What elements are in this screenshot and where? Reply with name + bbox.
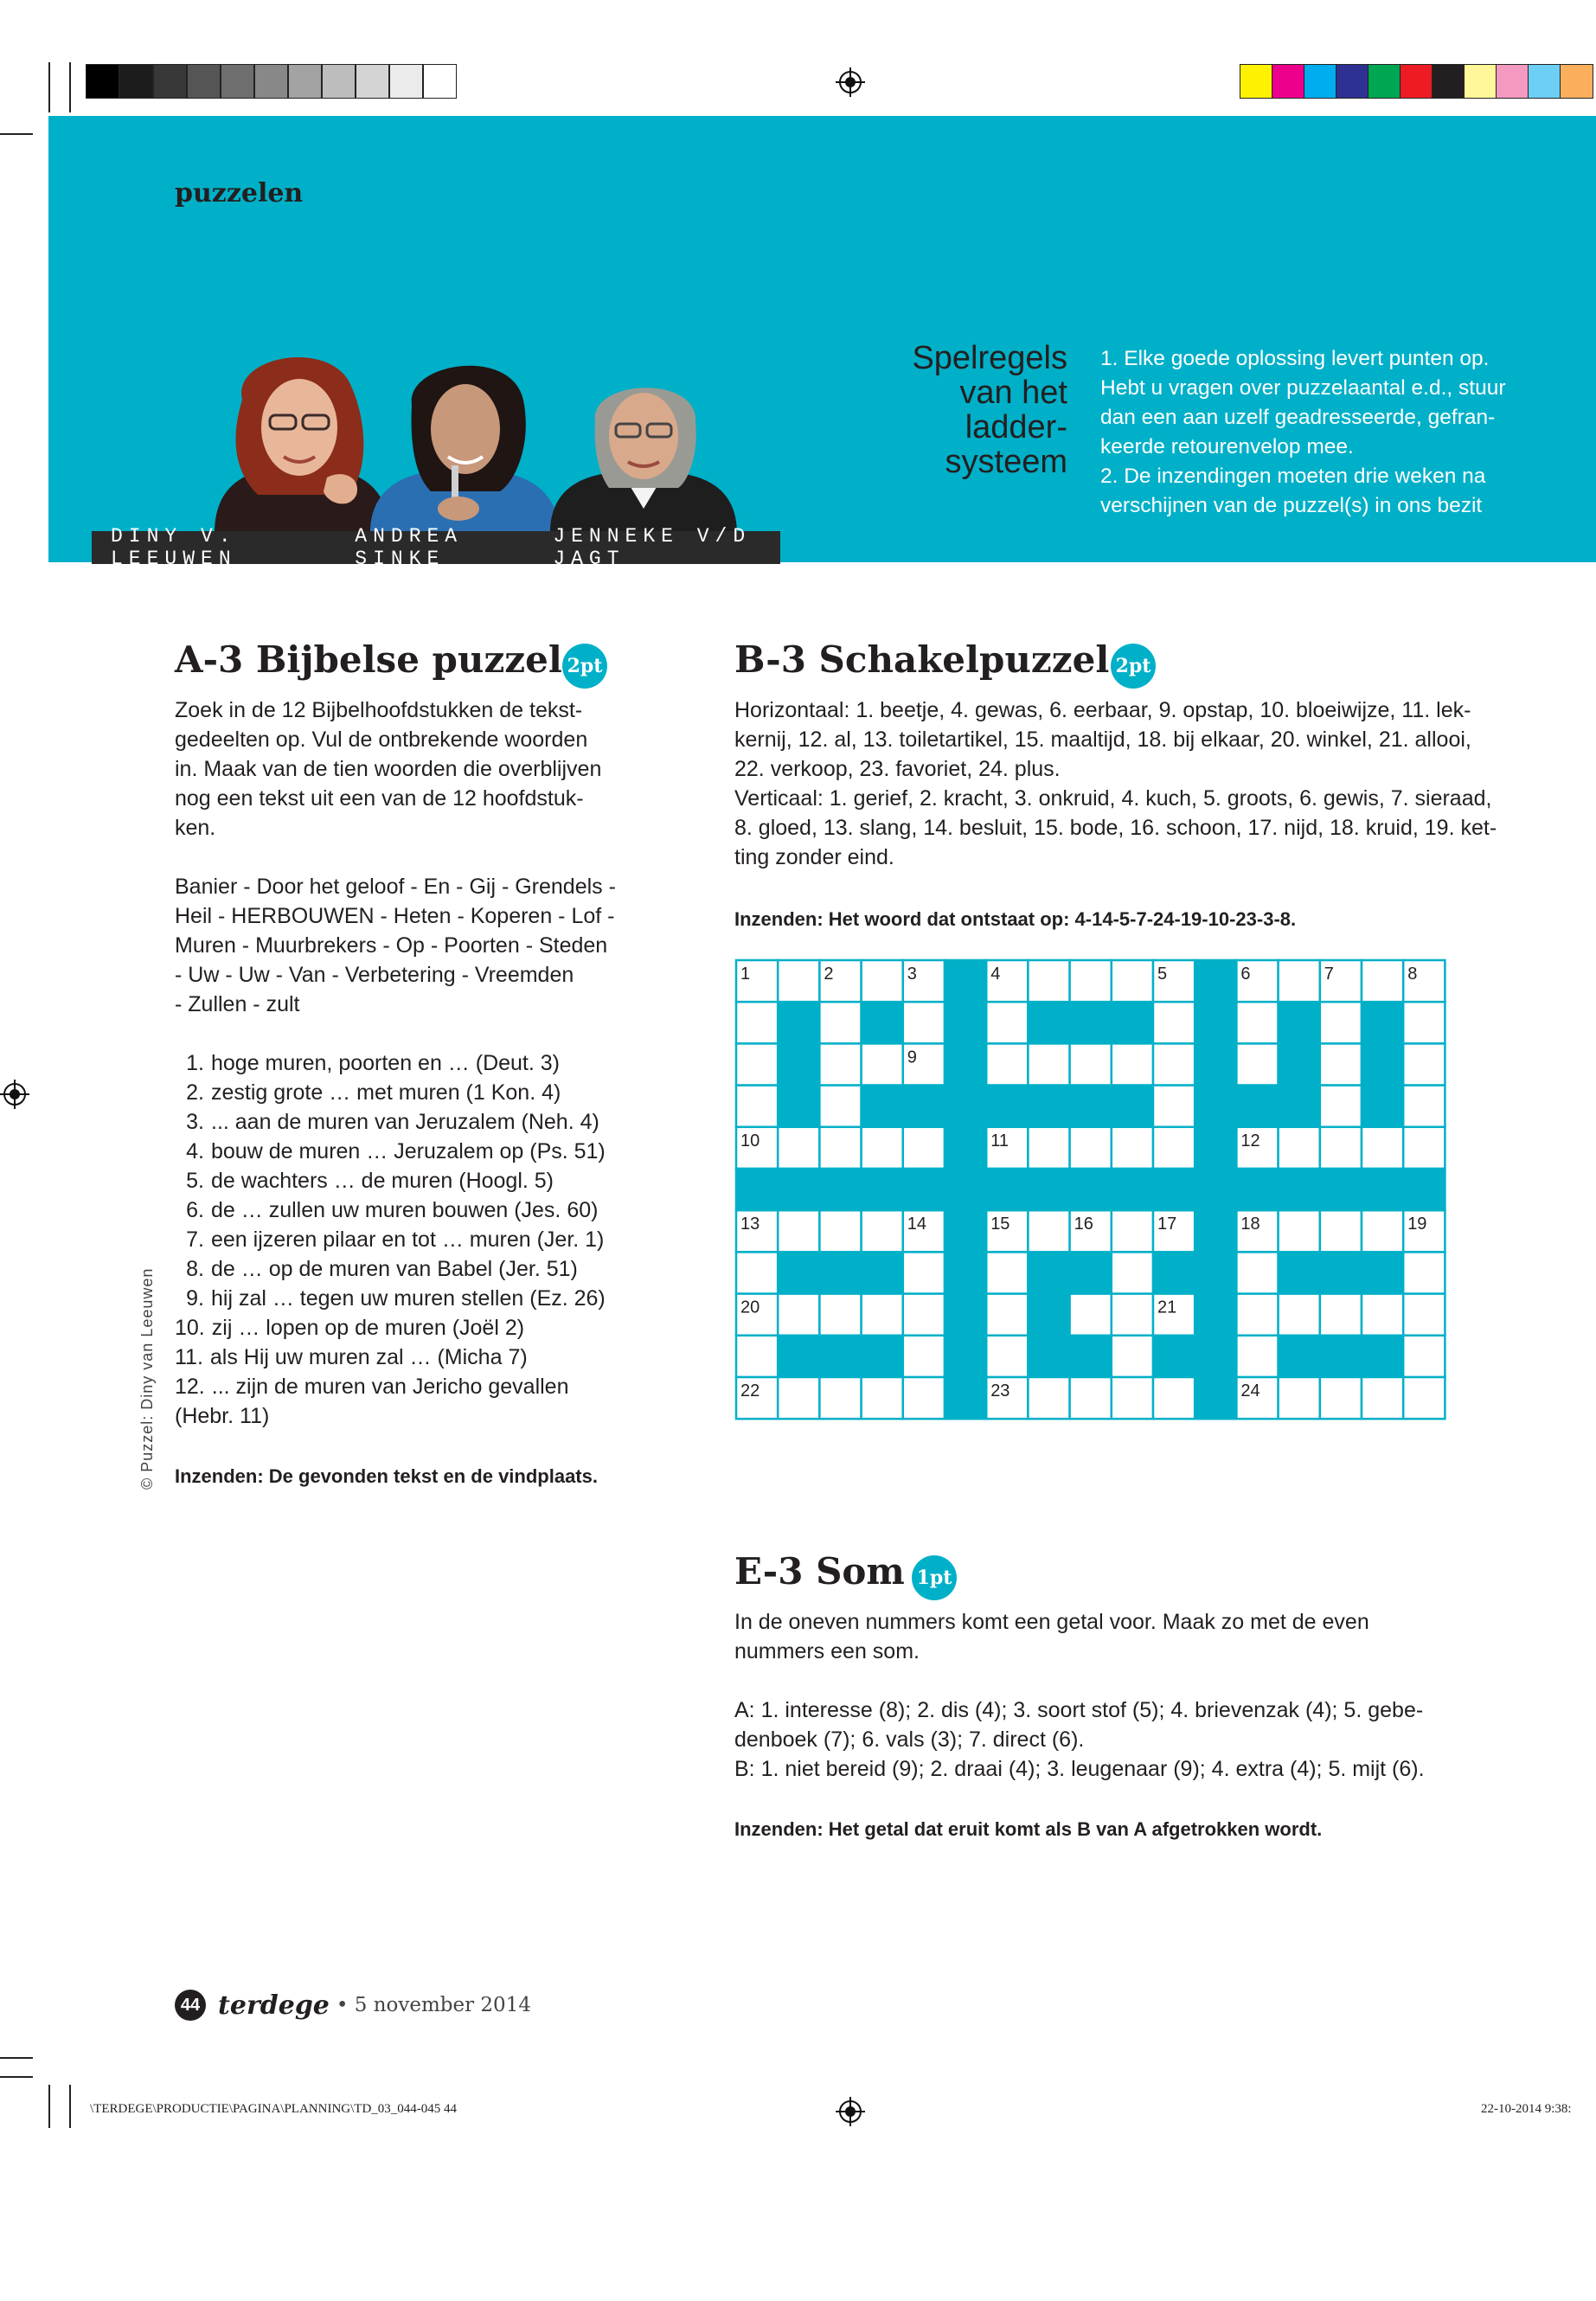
question-item: 2. zestig grote … met muren (1 Kon. 4) xyxy=(186,1080,561,1105)
grid-block-cell xyxy=(1279,1043,1320,1085)
puzzle-e-clues: A: 1. interesse (8); 2. dis (4); 3. soort stof (5); 4. brievenzak (4); 5. gebe- denboek (7); 6. vals (3); 7. direct (6). B: 1. niet bereid (9); 2. draai (4); 3. leugenaar (9); 4. extra (4); 5. mijt (6). xyxy=(734,1698,1425,1781)
grid-number: 6 xyxy=(1240,965,1251,984)
grid-cell[interactable] xyxy=(1070,1043,1112,1085)
points-badge: 2pt xyxy=(562,644,607,689)
question-item: 1. hoge muren, poorten en … (Deut. 3) xyxy=(186,1051,561,1075)
grid-cell[interactable] xyxy=(1112,1336,1153,1377)
grid-block-cell xyxy=(986,1169,1028,1210)
puzzle-a-intro: Zoek in de 12 Bijbelhoofdstukken de tekst- gedeelten op. Vul de ontbrekende woorden in. Maak van de tien woorden die overblijven nog een tekst uit een van de 12 hoofdstuk- ken. xyxy=(175,698,602,840)
grid-cell[interactable] xyxy=(1403,1377,1445,1419)
grid-cell[interactable] xyxy=(1236,1043,1278,1085)
grid-number: 3 xyxy=(907,965,917,984)
crop-mark xyxy=(0,133,33,135)
grid-block-cell xyxy=(1195,1252,1236,1293)
grid-block-cell xyxy=(903,1169,945,1210)
puzzle-b-title: B-3 Schakelpuzzel xyxy=(734,638,1110,681)
grid-block-cell xyxy=(945,960,986,1002)
grid-cell[interactable] xyxy=(1362,960,1403,1002)
points-badge: 2pt xyxy=(1111,644,1156,689)
grid-block-cell xyxy=(945,1086,986,1127)
grid-cell[interactable] xyxy=(1320,1210,1362,1252)
grid-cell[interactable] xyxy=(1279,1210,1320,1252)
grid-cell[interactable] xyxy=(1403,1294,1445,1336)
grid-cell[interactable] xyxy=(778,960,819,1002)
grid-cell[interactable] xyxy=(903,1002,945,1043)
grid-block-cell xyxy=(1195,1127,1236,1169)
puzzle-a-questions xyxy=(175,1048,642,1431)
grid-cell[interactable] xyxy=(1153,1086,1195,1127)
grid-number: 10 xyxy=(740,1131,760,1150)
grid-block-cell xyxy=(1236,1086,1278,1127)
grid-cell[interactable] xyxy=(986,1252,1028,1293)
grid-block-cell xyxy=(1112,1086,1153,1127)
print-timestamp: 22-10-2014 9:38: xyxy=(1481,2102,1572,2116)
rules-title: Spelregels van het ladder- systeem xyxy=(912,340,1067,480)
grid-number: 12 xyxy=(1240,1131,1260,1150)
grid-block-cell xyxy=(1195,1294,1236,1336)
grid-number: 13 xyxy=(740,1215,760,1234)
grid-block-cell xyxy=(1362,1086,1403,1127)
grid-cell[interactable] xyxy=(903,1336,945,1377)
grid-block-cell xyxy=(945,1127,986,1169)
grid-number: 11 xyxy=(990,1131,1009,1150)
grid-cell[interactable] xyxy=(819,1127,861,1169)
grid-number: 5 xyxy=(1157,965,1168,984)
authors-nameplate xyxy=(92,525,780,570)
grid-number: 18 xyxy=(1240,1215,1260,1234)
grid-block-cell xyxy=(1195,1377,1236,1419)
grid-cell[interactable] xyxy=(819,1086,861,1127)
grid-block-cell xyxy=(1153,1169,1195,1210)
grid-block-cell xyxy=(862,1336,903,1377)
grid-number: 8 xyxy=(1407,965,1418,984)
grid-block-cell xyxy=(778,1169,819,1210)
grid-cell[interactable] xyxy=(1028,1127,1069,1169)
crop-mark xyxy=(0,2076,33,2078)
grid-block-cell xyxy=(819,1252,861,1293)
grid-block-cell xyxy=(1403,1169,1445,1210)
grid-cell[interactable] xyxy=(1320,1377,1362,1419)
grid-cell[interactable] xyxy=(1403,1252,1445,1293)
grid-block-cell xyxy=(1236,1169,1278,1210)
grid-cell[interactable] xyxy=(1112,1377,1153,1419)
grid-block-cell xyxy=(1195,1336,1236,1377)
portrait-jenneke-photo xyxy=(540,362,747,533)
page-number: 44 xyxy=(175,1990,206,2021)
grid-number: 22 xyxy=(740,1381,760,1400)
grid-number: 2 xyxy=(824,965,834,984)
grid-block-cell xyxy=(862,1086,903,1127)
grid-cell[interactable] xyxy=(862,1127,903,1169)
question-item: 5. de wachters … de muren (Hoogl. 5) xyxy=(186,1169,554,1193)
grid-cell[interactable] xyxy=(778,1377,819,1419)
grid-block-cell xyxy=(736,1169,778,1210)
grid-number: 19 xyxy=(1407,1215,1427,1234)
grid-cell[interactable] xyxy=(1403,1127,1445,1169)
grid-cell[interactable] xyxy=(1279,1127,1320,1169)
grid-block-cell xyxy=(819,1336,861,1377)
grid-cell[interactable] xyxy=(986,1294,1028,1336)
grid-block-cell xyxy=(1070,1002,1112,1043)
grid-block-cell xyxy=(1195,960,1236,1002)
issue-date: • 5 november 2014 xyxy=(336,1994,531,2016)
grid-block-cell xyxy=(1195,1002,1236,1043)
puzzle-b-submit-instruction: Inzenden: Het woord dat ontstaat op: 4-14-5-7-24-19-10-23-3-8. xyxy=(734,908,1297,930)
crossword-grid xyxy=(734,958,1447,1422)
grid-number: 20 xyxy=(740,1298,760,1317)
rules-text: 1. Elke goede oplossing levert punten op. Hebt u vragen over puzzelaantal e.d., stuur dan een aan uzelf geadresseerde, gefran- keerde retourenvelop mee. 2. De inzendingen moeten drie weken na verschijnen van de puzzel(s) in ons bezit xyxy=(1100,347,1506,517)
grid-block-cell xyxy=(778,1043,819,1085)
question-item: 3. ... aan de muren van Jeruzalem (Neh. 4) xyxy=(186,1110,599,1134)
grid-block-cell xyxy=(819,1169,861,1210)
grid-block-cell xyxy=(1195,1169,1236,1210)
grid-cell[interactable] xyxy=(986,1043,1028,1085)
puzzle-b-clues: Horizontaal: 1. beetje, 4. gewas, 6. eerbaar, 9. opstap, 10. bloeiwijze, 11. lek- kernij, 12. al, 13. toiletartikel, 15. maaltijd, 18. bij elkaar, 20. winkel, 21. allooi, 22. verkoop, 23. favoriet, 24. plus. Verticaal: 1. gerief, 2. kracht, 3. onkruid, 4. kuch, 5. groots, 6. gewis, 7. sieraad, 8. gloed, 13. slang, 14. besluit, 15. bode, 16. schoon, 17. nijd, 18. kruid, 19. ket- ting zonder eind. xyxy=(734,698,1497,869)
grid-block-cell xyxy=(778,1002,819,1043)
registration-mark-icon xyxy=(0,1080,29,1109)
grid-cell[interactable] xyxy=(1362,1210,1403,1252)
grid-number: 7 xyxy=(1324,965,1334,984)
file-path-slug: \TERDEGE\PRODUCTIE\PAGINA\PLANNING\TD_03_044-045 44 xyxy=(90,2102,458,2116)
question-item: 10. zij … lopen op de muren (Joël 2) xyxy=(175,1316,525,1340)
grid-block-cell xyxy=(1112,1002,1153,1043)
crop-mark xyxy=(48,62,50,112)
grid-block-cell xyxy=(1028,1002,1069,1043)
grid-block-cell xyxy=(903,1086,945,1127)
grid-cell[interactable] xyxy=(736,1002,778,1043)
grid-cell[interactable] xyxy=(1112,960,1153,1002)
grid-block-cell xyxy=(1070,1336,1112,1377)
grid-cell[interactable] xyxy=(1362,1377,1403,1419)
grid-block-cell xyxy=(778,1336,819,1377)
registration-mark-icon xyxy=(836,2097,865,2126)
grid-cell[interactable] xyxy=(736,1043,778,1085)
grid-cell[interactable] xyxy=(1028,960,1069,1002)
grid-cell[interactable] xyxy=(903,1377,945,1419)
grid-cell[interactable] xyxy=(986,1336,1028,1377)
grid-block-cell xyxy=(1362,1252,1403,1293)
grid-cell[interactable] xyxy=(819,1294,861,1336)
grid-cell[interactable] xyxy=(862,1294,903,1336)
grid-cell[interactable] xyxy=(903,1127,945,1169)
grid-cell[interactable] xyxy=(1403,1002,1445,1043)
question-item: 4. bouw de muren … Jeruzalem op (Ps. 51) xyxy=(186,1139,606,1163)
grid-block-cell xyxy=(945,1043,986,1085)
grid-block-cell xyxy=(986,1086,1028,1127)
grid-block-cell xyxy=(778,1086,819,1127)
grid-block-cell xyxy=(1153,1336,1195,1377)
grid-block-cell xyxy=(1112,1169,1153,1210)
portrait-andrea-photo xyxy=(362,353,567,533)
grid-cell[interactable] xyxy=(903,1252,945,1293)
grid-cell[interactable] xyxy=(1403,1336,1445,1377)
crop-mark xyxy=(69,62,71,112)
grid-cell[interactable] xyxy=(1320,1294,1362,1336)
grid-cell[interactable] xyxy=(1112,1043,1153,1085)
grid-cell[interactable] xyxy=(1070,1377,1112,1419)
grid-block-cell xyxy=(1070,1169,1112,1210)
grid-block-cell xyxy=(1028,1086,1069,1127)
grid-block-cell xyxy=(1279,1086,1320,1127)
points-badge: 1pt xyxy=(912,1555,957,1600)
question-item: (Hebr. 11) xyxy=(175,1404,270,1428)
grid-cell[interactable] xyxy=(1236,1252,1278,1293)
grid-cell[interactable] xyxy=(1112,1294,1153,1336)
grid-cell[interactable] xyxy=(1153,1377,1195,1419)
grid-block-cell xyxy=(862,1252,903,1293)
grid-block-cell xyxy=(1070,1086,1112,1127)
grid-cell[interactable] xyxy=(1112,1127,1153,1169)
grid-cell[interactable] xyxy=(1153,1043,1195,1085)
grid-block-cell xyxy=(1279,1002,1320,1043)
puzzle-a-word-list: Banier - Door het geloof - En - Gij - Grendels - Heil - HERBOUWEN - Heten - Koperen - Lof - Muren - Muurbrekers - Op - Poorten - Steden - Uw - Uw - Van - Verbetering - Vreemden - Zullen - zult xyxy=(175,875,616,1016)
grid-cell[interactable] xyxy=(736,1252,778,1293)
grid-cell[interactable] xyxy=(778,1210,819,1252)
grid-block-cell xyxy=(945,1252,986,1293)
grid-cell[interactable] xyxy=(1279,960,1320,1002)
grid-block-cell xyxy=(1362,1043,1403,1085)
grid-block-cell xyxy=(1028,1169,1069,1210)
grid-cell[interactable] xyxy=(1403,1086,1445,1127)
puzzle-a-submit-instruction: Inzenden: De gevonden tekst en de vindplaats. xyxy=(175,1465,598,1487)
grid-cell[interactable] xyxy=(1279,1294,1320,1336)
grid-block-cell xyxy=(1028,1336,1069,1377)
section-label: puzzelen xyxy=(175,178,304,208)
page-footer xyxy=(175,1990,531,2021)
grid-block-cell xyxy=(1028,1294,1069,1336)
grid-number: 14 xyxy=(907,1215,927,1234)
grid-cell[interactable] xyxy=(819,1210,861,1252)
question-item: 8. de … op de muren van Babel (Jer. 51) xyxy=(186,1257,578,1281)
grid-number: 4 xyxy=(990,965,1001,984)
grid-cell[interactable] xyxy=(819,1377,861,1419)
grid-cell[interactable] xyxy=(1112,1252,1153,1293)
grid-block-cell xyxy=(945,1210,986,1252)
grid-block-cell xyxy=(945,1002,986,1043)
grid-cell[interactable] xyxy=(1320,1002,1362,1043)
grid-cell[interactable] xyxy=(1320,1127,1362,1169)
grid-block-cell xyxy=(1362,1002,1403,1043)
grid-block-cell xyxy=(1279,1169,1320,1210)
grid-block-cell xyxy=(862,1169,903,1210)
grid-cell[interactable] xyxy=(1112,1210,1153,1252)
question-item: 7. een ijzeren pilaar en tot … muren (Jer. 1) xyxy=(186,1227,605,1252)
question-item: 12. ... zijn de muren van Jericho gevallen xyxy=(175,1375,569,1399)
grid-block-cell xyxy=(945,1336,986,1377)
grid-block-cell xyxy=(1195,1043,1236,1085)
grid-block-cell xyxy=(1279,1252,1320,1293)
grid-cell[interactable] xyxy=(1236,1002,1278,1043)
grid-number: 15 xyxy=(990,1215,1010,1234)
grid-number: 1 xyxy=(740,965,751,984)
question-item: 9. hij zal … tegen uw muren stellen (Ez. 26) xyxy=(186,1286,606,1311)
puzzle-credit: © Puzzel: Diny van Leeuwen xyxy=(138,1267,156,1490)
grid-block-cell xyxy=(1153,1252,1195,1293)
grid-block-cell xyxy=(1279,1336,1320,1377)
grid-cell[interactable] xyxy=(862,1043,903,1085)
author-name: ANDREA SINKE xyxy=(355,525,464,570)
grid-block-cell xyxy=(1028,1252,1069,1293)
crop-mark xyxy=(69,2085,71,2128)
grid-cell[interactable] xyxy=(1070,1127,1112,1169)
puzzle-e-intro: In de oneven nummers komt een getal voor. Maak zo met de even nummers een som. xyxy=(734,1610,1369,1663)
grid-cell[interactable] xyxy=(736,1336,778,1377)
grid-cell[interactable] xyxy=(1153,1002,1195,1043)
author-name: JENNEKE V/D JAGT xyxy=(553,525,752,570)
puzzle-a-title: A-3 Bijbelse puzzel xyxy=(175,638,562,681)
question-item: 11. als Hij uw muren zal … (Micha 7) xyxy=(175,1345,528,1369)
puzzle-e-submit-instruction: Inzenden: Het getal dat eruit komt als B van A afgetrokken wordt. xyxy=(734,1818,1323,1840)
registration-mark-icon xyxy=(836,67,865,97)
grid-cell[interactable] xyxy=(862,1377,903,1419)
puzzle-e-title: E-3 Som xyxy=(734,1550,905,1593)
grid-block-cell xyxy=(1320,1252,1362,1293)
grid-cell[interactable] xyxy=(1362,1127,1403,1169)
grid-cell[interactable] xyxy=(903,1294,945,1336)
grid-block-cell xyxy=(1320,1336,1362,1377)
grid-cell[interactable] xyxy=(1028,1377,1069,1419)
grid-cell[interactable] xyxy=(1362,1294,1403,1336)
grid-cell[interactable] xyxy=(862,1210,903,1252)
grid-block-cell xyxy=(1195,1210,1236,1252)
grid-cell[interactable] xyxy=(1279,1377,1320,1419)
grid-block-cell xyxy=(862,1002,903,1043)
grid-cell[interactable] xyxy=(1070,960,1112,1002)
grid-cell[interactable] xyxy=(1028,1210,1069,1252)
grid-cell[interactable] xyxy=(1153,1127,1195,1169)
grid-number: 23 xyxy=(990,1381,1010,1400)
grid-cell[interactable] xyxy=(778,1127,819,1169)
grid-cell[interactable] xyxy=(862,960,903,1002)
grid-block-cell xyxy=(1362,1169,1403,1210)
crop-mark xyxy=(0,2057,33,2059)
grid-number: 17 xyxy=(1157,1215,1177,1234)
grid-cell[interactable] xyxy=(819,1043,861,1085)
author-name: DINY V. LEEUWEN xyxy=(111,525,237,570)
grid-block-cell xyxy=(945,1377,986,1419)
grid-cell[interactable] xyxy=(778,1294,819,1336)
question-item: 6. de … zullen uw muren bouwen (Jes. 60) xyxy=(186,1198,599,1222)
grid-cell[interactable] xyxy=(1028,1043,1069,1085)
grid-block-cell xyxy=(1362,1336,1403,1377)
grid-cell[interactable] xyxy=(736,1086,778,1127)
grid-cell[interactable] xyxy=(1320,1086,1362,1127)
grid-cell[interactable] xyxy=(1403,1043,1445,1085)
grid-number: 9 xyxy=(907,1048,917,1067)
grid-block-cell xyxy=(778,1252,819,1293)
grid-block-cell xyxy=(1070,1252,1112,1293)
crop-mark xyxy=(48,2085,50,2128)
grid-cell[interactable] xyxy=(1236,1336,1278,1377)
grid-number: 21 xyxy=(1157,1298,1177,1317)
grid-cell[interactable] xyxy=(1070,1294,1112,1336)
grid-cell[interactable] xyxy=(1320,1043,1362,1085)
grid-block-cell xyxy=(1320,1169,1362,1210)
magazine-logo: terdege xyxy=(218,1990,330,2021)
grid-cell[interactable] xyxy=(819,1002,861,1043)
grid-number: 24 xyxy=(1240,1381,1260,1400)
grid-block-cell xyxy=(945,1294,986,1336)
grid-block-cell xyxy=(945,1169,986,1210)
grid-cell[interactable] xyxy=(986,1002,1028,1043)
grid-block-cell xyxy=(1195,1086,1236,1127)
grid-cell[interactable] xyxy=(1236,1294,1278,1336)
grid-number: 16 xyxy=(1074,1215,1093,1234)
